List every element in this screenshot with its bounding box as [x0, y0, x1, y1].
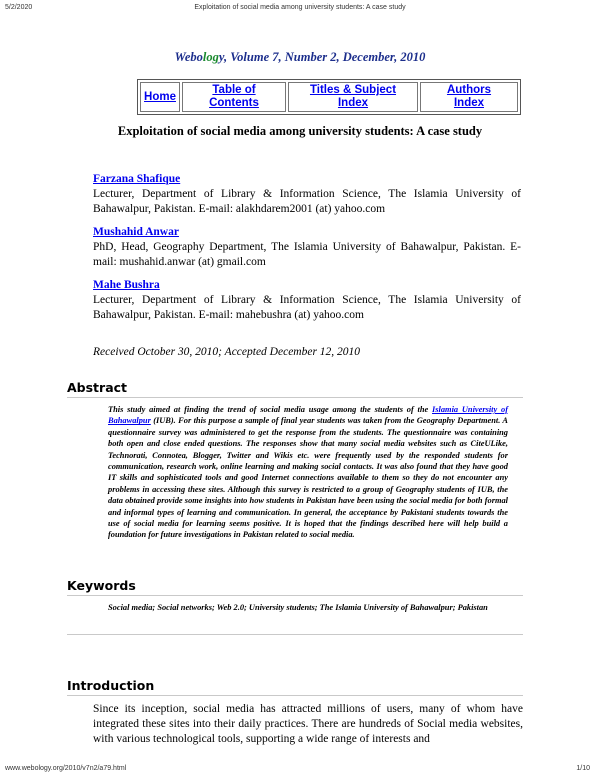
nav-cell-authors: [420, 82, 518, 112]
abstract-text-start: This study aimed at finding the trend of social media usage among the students of the: [108, 405, 433, 414]
author-block: [93, 172, 521, 217]
toc-link-line2: Contents: [209, 97, 259, 109]
titles-link-line1: Titles & Subject: [309, 84, 397, 96]
print-page-title: Exploitation of social media among university students: A case study: [194, 4, 406, 11]
keywords-divider: [67, 595, 523, 596]
abstract-divider: [67, 397, 523, 398]
author-name-link[interactable]: Mahe Bushra: [93, 279, 160, 291]
islamia-university-link[interactable]: Islamia University of Bahawalpur: [108, 405, 508, 426]
author-name-link[interactable]: Farzana Shafique: [93, 173, 181, 185]
home-link[interactable]: Home: [144, 90, 176, 103]
authors-link-line1: Authors: [446, 84, 492, 96]
author-affiliation: PhD, Head, Geography Department, The Islamia University of Bahawalpur, Pakistan. E-mail: mushahid.anwar (at) gmail.com: [93, 241, 521, 268]
toc-link-line1: Table of: [212, 84, 256, 96]
table-of-contents-link[interactable]: [209, 84, 259, 109]
article-title: Exploitation of social media among university students: A case study: [117, 124, 483, 138]
journal-issue: , Volume 7, Number 2, December, 2010: [223, 50, 426, 64]
print-url: www.webology.org/2010/v7n2/a79.html: [5, 765, 127, 772]
abstract-heading: Abstract: [67, 380, 128, 395]
author-block: [93, 225, 521, 270]
keywords-bottom-divider: [67, 634, 523, 635]
titles-link-line2: Index: [337, 97, 369, 109]
print-page-number: 1/10: [576, 765, 590, 772]
introduction-text: Since its inception, social media has attracted millions of users, many of whom have integrated these sites into their daily practices. There are hundreds of Social media websites, with various technological tools, supporting a wide range of interests and: [93, 703, 523, 745]
authors-index-link[interactable]: [447, 84, 491, 109]
navigation-table: [137, 79, 521, 115]
journal-name-part1: Webo: [174, 50, 203, 64]
keywords-text: Social media; Social networks; Web 2.0; University students; The Islamia University of Bahawalpur; Pakistan: [108, 603, 488, 612]
abstract-text: [108, 404, 508, 541]
journal-name-part2: log: [202, 50, 219, 64]
author-name-link[interactable]: Mushahid Anwar: [93, 226, 179, 238]
journal-name-part3: y: [218, 50, 224, 64]
nav-cell-toc: [182, 82, 286, 112]
titles-subject-index-link[interactable]: [310, 84, 396, 109]
author-affiliation: Lecturer, Department of Library & Information Science, The Islamia University of Bahawalpur, Pakistan. E-mail: alakhdarem2001 (at) yahoo.com: [93, 188, 521, 215]
introduction-divider: [67, 695, 523, 696]
received-accepted-dates: Received October 30, 2010; Accepted December 12, 2010: [93, 346, 361, 358]
print-date: 5/2/2020: [5, 4, 33, 11]
author-affiliation: Lecturer, Department of Library & Information Science, The Islamia University of Bahawalpur, Pakistan. E-mail: mahebushra (at) yahoo.com: [93, 294, 521, 321]
keywords-heading: Keywords: [67, 578, 136, 593]
journal-header: [0, 50, 600, 65]
author-block: [93, 278, 521, 323]
nav-cell-home: [140, 82, 180, 112]
nav-cell-titles: [288, 82, 418, 112]
abstract-text-rest: (IUB). For this purpose a sample of final year students was taken from the Geography Department. A questionnaire survey was administered to get the response from the students. The questionnaire was containing both open and close ended questions. The responses show that many social media websites such as CiteULike, Technorati, Connotea, Blogger, Twitter and Wikis etc. were frequently used by the responded students for communication, research work, online learning and making social contacts. It was also found that they have good IT skills and sophisticated tools and good Internet connections available to them so they do not encounter any problems in accessing these sites. Although this survey is restricted to a group of Geography students of IUB, the data obtained provide some insights into how students in Pakistan have been using the social media for both formal and informal types of learning and communication. In general, the acceptance by Pakistani students towards the use of social media for learning seems positive. It is hoped that the findings described here will help build a foundation for future investigations in Pakistan related to social media.: [108, 416, 508, 540]
authors-link-line2: Index: [453, 97, 485, 109]
introduction-heading: Introduction: [67, 678, 155, 693]
